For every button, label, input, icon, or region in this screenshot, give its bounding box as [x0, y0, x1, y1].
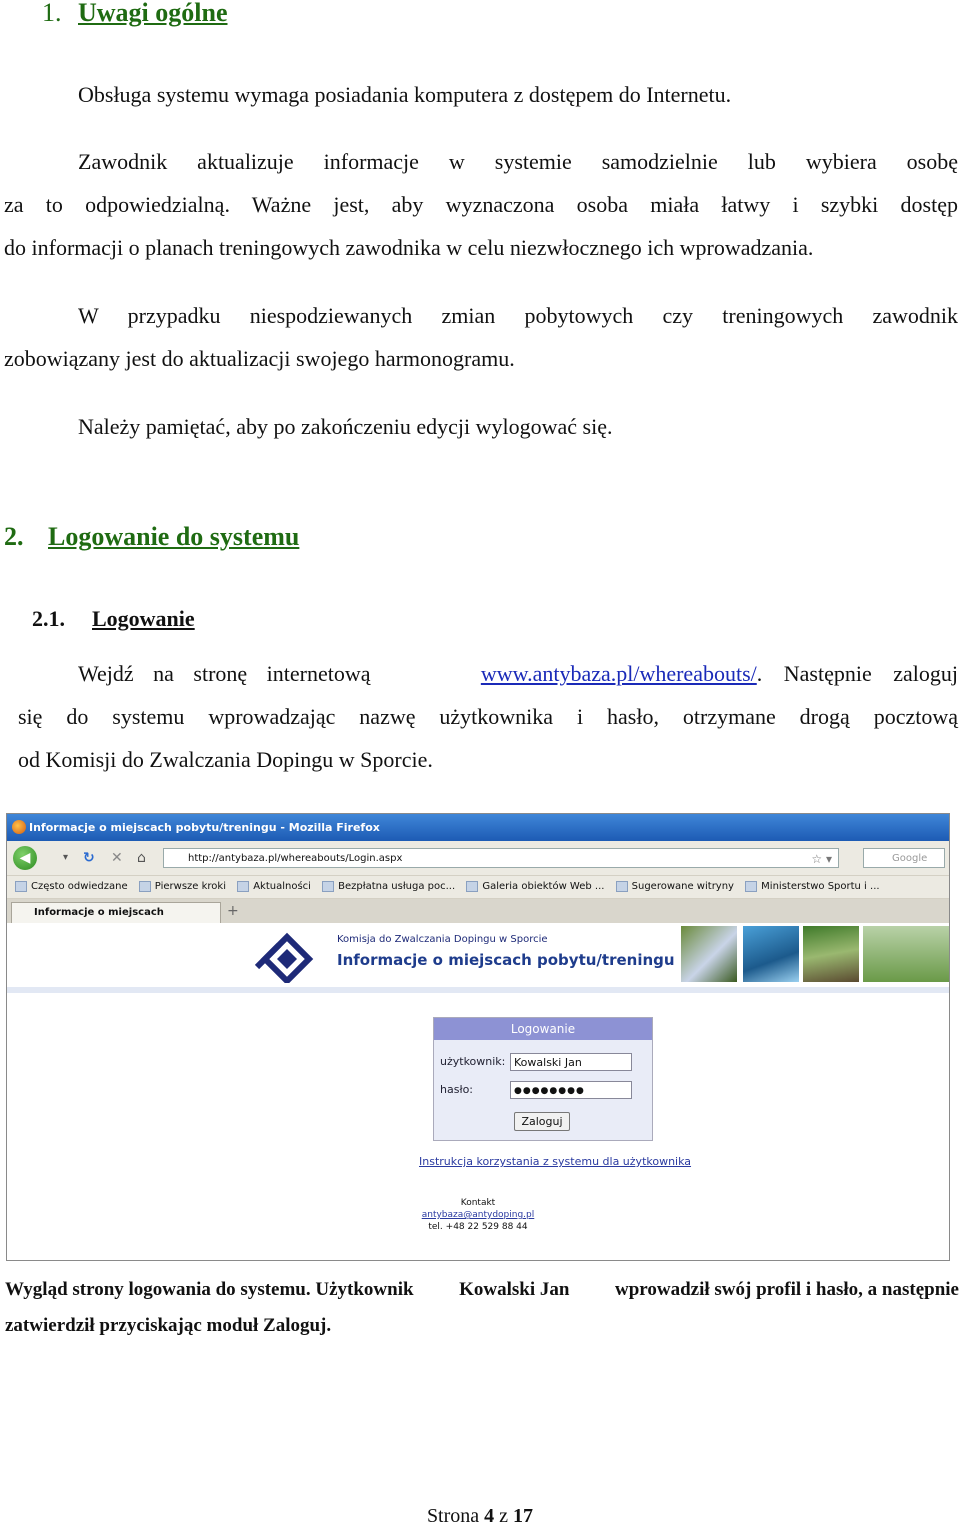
- username-label: użytkownik:: [440, 1055, 506, 1068]
- photo-landscape: [863, 926, 949, 982]
- paragraph-2-line2: za to odpowiedzialną. Ważne jest, aby wyznaczona osoba miała łatwy i szybki dostęp: [4, 192, 958, 217]
- search-placeholder: Google: [892, 853, 928, 864]
- paragraph-2-line3: do informacji o planach treningowych zawodnika w celu niezwłocznego ich wprowadzania.: [4, 235, 814, 260]
- page-number: 4: [484, 1505, 495, 1527]
- browser-screenshot: [6, 813, 950, 1261]
- paragraph-3-line2: zobowiązany jest do aktualizacji swojego harmonogramu.: [4, 346, 515, 371]
- antybaza-link[interactable]: www.antybaza.pl/whereabouts/: [480, 661, 757, 686]
- stop-icon[interactable]: ✕: [111, 850, 123, 866]
- password-label: hasło:: [440, 1083, 474, 1096]
- bookmark-item[interactable]: Ministerstwo Sportu i ...: [745, 876, 879, 898]
- kzdws-logo-icon: [255, 929, 319, 983]
- login-button[interactable]: Zaloguj: [514, 1112, 570, 1131]
- figure-caption: [5, 1272, 959, 1344]
- tab-active[interactable]: [11, 902, 221, 923]
- bookmark-star-icon[interactable]: ☆ ▾: [811, 852, 832, 866]
- login-paragraph-line1: [78, 652, 958, 695]
- section2-title: Logowanie do systemu: [48, 522, 300, 551]
- login-paragraph-post: . Następnie zaloguj: [756, 661, 958, 686]
- search-box[interactable]: [863, 848, 945, 868]
- login-paragraph-pre: Wejdź na stronę internetową: [78, 661, 371, 686]
- password-field[interactable]: ●●●●●●●●: [510, 1081, 632, 1099]
- header-divider: [7, 987, 949, 993]
- caption-line2: zatwierdził przyciskając moduł Zaloguj.: [5, 1315, 332, 1336]
- login-header: Logowanie: [434, 1018, 652, 1040]
- photo-football: [681, 926, 737, 982]
- login-paragraph-line3: od Komisji do Zwalczania Dopingu w Sporcie.: [18, 747, 433, 772]
- login-paragraph-line2: się do systemu wprowadzając nazwę użytkownika i hasło, otrzymane drogą pocztową: [18, 704, 958, 729]
- new-tab-icon[interactable]: +: [227, 903, 239, 919]
- page-footer: Strona 4 z 17: [426, 1505, 534, 1527]
- url-bar[interactable]: [163, 848, 839, 868]
- section1-title: Uwagi ogólne: [78, 0, 228, 27]
- window-title: Informacje o miejscach pobytu/treningu - Mozilla Firefox: [29, 821, 380, 834]
- bookmark-item[interactable]: Galeria obiektów Web ...: [466, 876, 604, 898]
- section1-number: 1.: [42, 0, 62, 27]
- instructions-link[interactable]: Instrukcja korzystania z systemu dla użytkownika: [419, 1155, 692, 1168]
- page-total: 17: [513, 1505, 534, 1527]
- photo-swimmer: [743, 926, 799, 982]
- reload-icon[interactable]: ↻: [83, 850, 95, 866]
- firefox-icon: [12, 820, 26, 834]
- contact-email[interactable]: antybaza@antydoping.pl: [421, 1210, 535, 1220]
- home-icon[interactable]: ⌂: [137, 850, 146, 866]
- contact-title: Kontakt: [460, 1198, 496, 1208]
- browser-titlebar: [7, 814, 949, 841]
- site-org-name: Komisja do Zwalczania Dopingu w Sporcie: [337, 934, 548, 945]
- browser-navbar: [7, 841, 949, 876]
- username-field[interactable]: Kowalski Jan: [510, 1053, 632, 1071]
- paragraph-3-line1: W przypadku niespodziewanych zmian pobytowych czy treningowych zawodnik: [78, 303, 958, 328]
- bookmarks-bar: [7, 876, 949, 899]
- section2-heading: [4, 522, 404, 554]
- url-text: http://antybaza.pl/whereabouts/Login.aspx: [188, 853, 403, 864]
- tab-strip: [7, 899, 949, 924]
- bookmark-item[interactable]: Często odwiedzane: [15, 876, 128, 898]
- section1-heading: [42, 0, 442, 30]
- back-icon[interactable]: ◀: [13, 846, 37, 870]
- photo-cyclists: [803, 926, 859, 982]
- subsection-title: Logowanie: [92, 606, 195, 631]
- paragraph-2-line1: Zawodnik aktualizuje informacje w systemie samodzielnie lub wybiera osobę: [78, 149, 958, 174]
- site-title: Informacje o miejscach pobytu/treningu: [337, 951, 675, 969]
- site-header: [7, 923, 949, 987]
- login-form: [433, 1017, 653, 1141]
- forward-dropdown-icon[interactable]: ▾: [63, 852, 69, 863]
- bookmark-item[interactable]: Aktualności: [237, 876, 311, 898]
- subsection-heading: [32, 606, 332, 636]
- tab-label: Informacje o miejscach: [34, 907, 164, 918]
- bookmark-item[interactable]: Pierwsze kroki: [139, 876, 226, 898]
- bookmark-item[interactable]: Sugerowane witryny: [616, 876, 734, 898]
- paragraph-1: Obsługa systemu wymaga posiadania komputera z dostępem do Internetu.: [78, 82, 732, 107]
- section2-number: 2.: [4, 522, 24, 551]
- paragraph-4: Należy pamiętać, aby po zakończeniu edycji wylogować się.: [78, 414, 613, 439]
- caption-line1: Wygląd strony logowania do systemu. Użytkownik Kowalski Jan wprowadził swój profil i hasło, a następnie: [5, 1279, 959, 1300]
- contact-phone: tel. +48 22 529 88 44: [428, 1222, 528, 1232]
- subsection-number: 2.1.: [32, 606, 65, 631]
- bookmark-item[interactable]: Bezpłatna usługa poc...: [322, 876, 455, 898]
